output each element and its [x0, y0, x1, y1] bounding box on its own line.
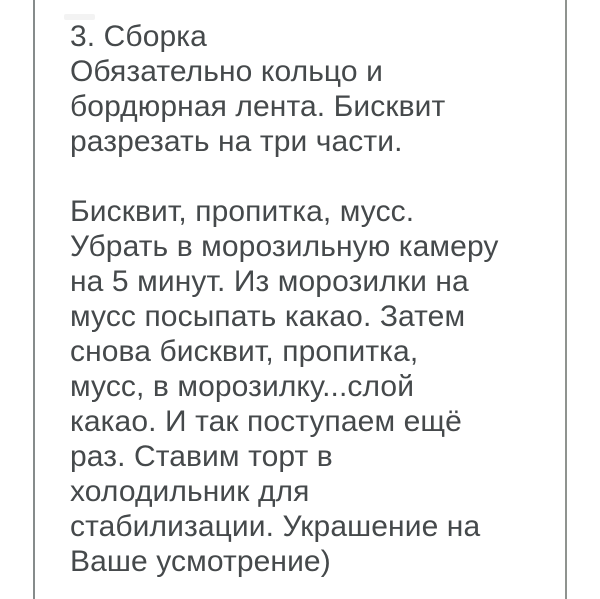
text-line: Бисквит, пропитка, мусс.	[70, 195, 415, 228]
text-line: разрезать на три части.	[70, 125, 403, 158]
text-line: мусс посыпать какао. Затем	[70, 300, 466, 333]
text-line: холодильник для	[70, 475, 310, 508]
paragraphs	[70, 54, 566, 579]
text-line: стабилизации. Украшение на	[70, 510, 481, 543]
text-line: на 5 минут. Из морозилки на	[70, 265, 469, 298]
text-line: раз. Ставим торт в	[70, 440, 333, 473]
text-line: Ваше усмотрение)	[70, 545, 331, 578]
text-line: бордюрная лента. Бисквит	[70, 90, 446, 123]
section-heading: 3. Сборка	[70, 20, 207, 53]
left-border-line	[33, 0, 35, 599]
paragraph	[70, 194, 566, 579]
paragraph	[70, 54, 566, 159]
text-line: какао. И так поступаем ещё	[70, 405, 462, 438]
text-line: Убрать в морозильную камеру	[70, 230, 499, 263]
recipe-text-block	[70, 19, 566, 579]
text-line: снова бисквит, пропитка,	[70, 335, 419, 368]
text-line: мусс, в морозилку...слой	[70, 370, 415, 403]
text-line: Обязательно кольцо и	[70, 55, 383, 88]
